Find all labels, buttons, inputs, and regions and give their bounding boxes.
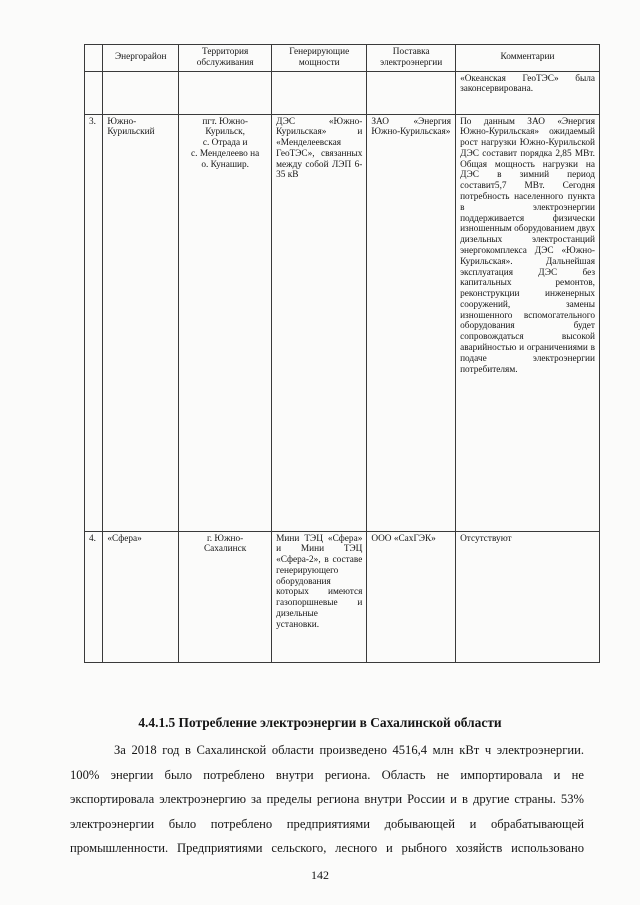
header-comment: Комментарии (456, 45, 600, 72)
table-header-row (85, 45, 600, 72)
table-row (85, 531, 600, 662)
page-number: 142 (311, 868, 329, 882)
cell-supply: ЗАО «Энергия Южно-Курильская» (367, 114, 456, 531)
cell-empty (272, 71, 367, 114)
cell-number: 3. (85, 114, 103, 531)
paragraph-line: экспортировала электроэнергию за пределы региона внутри России и в другие страны. 53% (70, 792, 584, 807)
paragraph-line: 100% энергии было потреблено внутри региона. Область не импортировала и не (70, 767, 584, 782)
paragraph-line: промышленности. Предприятиями сельского, лесного и рыбного хозяйств использовано (70, 841, 584, 856)
cell-empty (367, 71, 456, 114)
cell-comment: По данным ЗАО «Энергия Южно-Курильская» ожидаемый рост нагрузки Южно-Курильской ДЭС составит порядка 2,85 МВт. Общая мощность нагрузки на ДЭС в зимний период составит5,7 МВт. Сегодня потребность населенного пункта в электроэнергии поддерживается физически изношенным оборудованием двух дизельных электростанций энергокомплекса ДЭС «Южно-Курильская». Дальнейшая эксплуатация ДЭС без капитальных ремонтов, реконструкции инженерных сооружений, замены изношенного вспомогательного оборудования будет сопровождаться высокой аварийностью и ограничениями в подаче электроэнергии потребителям. (456, 114, 600, 531)
table-row-continuation (85, 71, 600, 114)
body-paragraph (70, 738, 584, 861)
cell-empty (103, 71, 179, 114)
cell-supply: ООО «СахГЭК» (367, 531, 456, 662)
header-number (85, 45, 103, 72)
cell-generation: Мини ТЭЦ «Сфера» и Мини ТЭЦ «Сфера-2», в составе генерирующего оборудования которых имеются газопоршневые и дизельные установки. (272, 531, 367, 662)
cell-territory: г. Южно- Сахалинск (179, 531, 272, 662)
cell-region: «Сфера» (103, 531, 179, 662)
paragraph-line: За 2018 год в Сахалинской области произведено 4516,4 млн кВт ч электроэнергии. (114, 743, 584, 757)
header-region: Энергорайон (103, 45, 179, 72)
cell-empty (179, 71, 272, 114)
section-heading: 4.4.1.5 Потребление электроэнергии в Сахалинской области (138, 715, 502, 730)
cell-comment: Отсутствуют (456, 531, 600, 662)
cell-number: 4. (85, 531, 103, 662)
table-row (85, 114, 600, 531)
cell-generation: ДЭС «Южно-Курильская» и «Менделеевская ГеоТЭС», связанных между собой ЛЭП 6-35 кВ (272, 114, 367, 531)
energy-districts-table (84, 44, 600, 663)
paragraph-line: электроэнергии было потреблено предприятиями добывающей и обрабатывающей (70, 816, 584, 831)
cell-comment: «Океанская ГеоТЭС» была законсервирована. (456, 71, 600, 114)
cell-empty (85, 71, 103, 114)
header-supply: Поставка электроэнергии (367, 45, 456, 72)
header-territory: Территория обслуживания (179, 45, 272, 72)
cell-territory: пгт. Южно-Курильск, с. Отрада и с. Менделеево на о. Кунашир. (179, 114, 272, 531)
cell-region: Южно-Курильский (103, 114, 179, 531)
header-generation: Генерирующие мощности (272, 45, 367, 72)
